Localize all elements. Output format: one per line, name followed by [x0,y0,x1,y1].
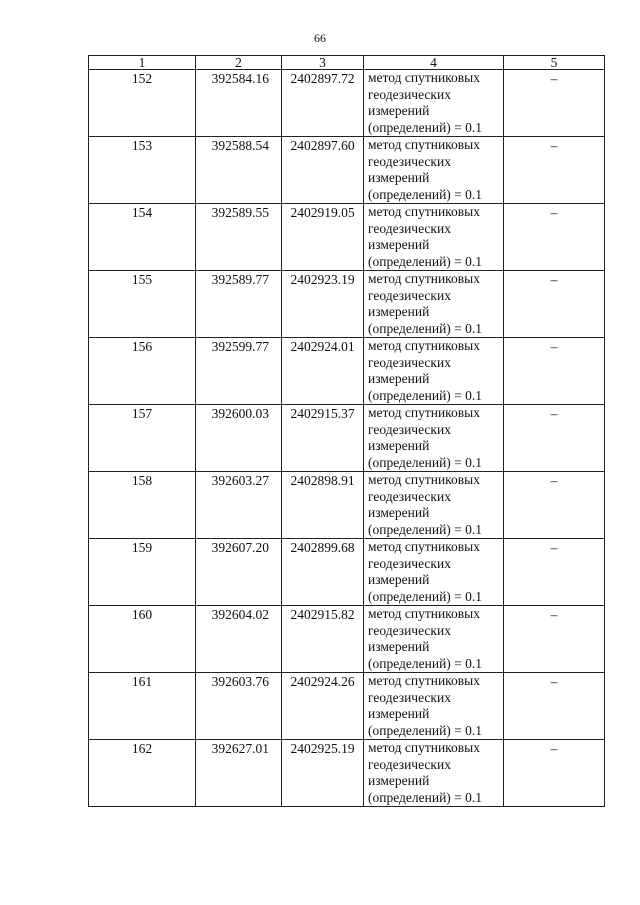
method-cell [364,204,504,271]
method-text-line: (определений) = 0.1 [368,588,483,604]
method-cell [364,405,504,472]
x-coordinate-cell: 392589.77 [196,271,282,338]
table-row [89,539,605,606]
y-coordinate-cell: 2402915.37 [282,405,364,472]
method-text-line: метод спутниковых [368,338,480,353]
point-number-cell: 155 [89,271,196,338]
table-row [89,271,605,338]
method-cell [364,472,504,539]
method-text-line: метод спутниковых [368,740,480,755]
method-cell [364,338,504,405]
method-text-line: (определений) = 0.1 [368,186,483,202]
point-number-cell: 162 [89,740,196,807]
method-text-line: измерений [368,505,430,520]
method-text-line: измерений [368,170,430,185]
method-text-line: геодезических [368,756,451,772]
method-cell [364,539,504,606]
method-text-line: измерений [368,639,430,654]
x-coordinate-cell: 392588.54 [196,137,282,204]
method-text-line: метод спутниковых [368,673,480,688]
method-cell [364,271,504,338]
point-number-cell: 159 [89,539,196,606]
note-cell: – [504,539,605,606]
table-row [89,606,605,673]
point-number-cell: 156 [89,338,196,405]
method-text-line: геодезических [368,622,451,638]
x-coordinate-cell: 392600.03 [196,405,282,472]
page-number: 66 [314,31,326,45]
method-text-line: метод спутниковых [368,204,480,219]
method-cell [364,137,504,204]
y-coordinate-cell: 2402924.26 [282,673,364,740]
method-text-line: метод спутниковых [368,472,480,487]
method-text-line: геодезических [368,555,451,571]
method-text-line: измерений [368,103,430,118]
y-coordinate-cell: 2402897.60 [282,137,364,204]
method-text-line: геодезических [368,689,451,705]
note-cell: – [504,405,605,472]
x-coordinate-cell: 392627.01 [196,740,282,807]
header-col-1: 1 [89,56,196,70]
point-number-cell: 153 [89,137,196,204]
point-number-cell: 152 [89,70,196,137]
coordinates-table [88,55,605,807]
method-text-line: измерений [368,706,430,721]
method-text-line: метод спутниковых [368,271,480,286]
method-text-line: геодезических [368,354,451,370]
method-text-line: измерений [368,237,430,252]
point-number-cell: 160 [89,606,196,673]
table-row [89,137,605,204]
point-number-cell: 154 [89,204,196,271]
table-row [89,740,605,807]
header-col-3: 3 [282,56,364,70]
table-row [89,70,605,137]
note-cell: – [504,70,605,137]
table-row [89,338,605,405]
method-text-line: геодезических [368,86,451,102]
method-text-line: (определений) = 0.1 [368,387,483,403]
method-text-line: геодезических [368,153,451,169]
x-coordinate-cell: 392603.27 [196,472,282,539]
header-col-2: 2 [196,56,282,70]
table-row [89,405,605,472]
point-number-cell: 158 [89,472,196,539]
y-coordinate-cell: 2402925.19 [282,740,364,807]
method-text-line: метод спутниковых [368,539,480,554]
note-cell: – [504,204,605,271]
method-text-line: (определений) = 0.1 [368,253,483,269]
method-cell [364,673,504,740]
x-coordinate-cell: 392589.55 [196,204,282,271]
table-row [89,673,605,740]
x-coordinate-cell: 392604.02 [196,606,282,673]
table-row [89,472,605,539]
method-text-line: измерений [368,438,430,453]
method-text-line: геодезических [368,220,451,236]
method-text-line: (определений) = 0.1 [368,320,483,336]
method-text-line: (определений) = 0.1 [368,789,483,805]
method-text-line: измерений [368,371,430,386]
method-text-line: геодезических [368,287,451,303]
y-coordinate-cell: 2402919.05 [282,204,364,271]
x-coordinate-cell: 392603.76 [196,673,282,740]
y-coordinate-cell: 2402915.82 [282,606,364,673]
method-text-line: геодезических [368,421,451,437]
method-text-line: (определений) = 0.1 [368,722,483,738]
y-coordinate-cell: 2402924.01 [282,338,364,405]
method-text-line: геодезических [368,488,451,504]
method-cell [364,740,504,807]
y-coordinate-cell: 2402898.91 [282,472,364,539]
method-text-line: метод спутниковых [368,606,480,621]
method-text-line: измерений [368,304,430,319]
x-coordinate-cell: 392584.16 [196,70,282,137]
note-cell: – [504,740,605,807]
header-col-5: 5 [504,56,605,70]
point-number-cell: 157 [89,405,196,472]
note-cell: – [504,673,605,740]
method-text-line: (определений) = 0.1 [368,521,483,537]
method-text-line: метод спутниковых [368,137,480,152]
table-header-row [89,56,605,70]
method-text-line: (определений) = 0.1 [368,655,483,671]
note-cell: – [504,338,605,405]
method-text-line: (определений) = 0.1 [368,454,483,470]
method-text-line: (определений) = 0.1 [368,119,483,135]
note-cell: – [504,606,605,673]
method-cell [364,70,504,137]
y-coordinate-cell: 2402899.68 [282,539,364,606]
note-cell: – [504,271,605,338]
method-text-line: измерений [368,773,430,788]
note-cell: – [504,137,605,204]
table-row [89,204,605,271]
note-cell: – [504,472,605,539]
method-text-line: измерений [368,572,430,587]
x-coordinate-cell: 392599.77 [196,338,282,405]
y-coordinate-cell: 2402923.19 [282,271,364,338]
header-col-4: 4 [364,56,504,70]
point-number-cell: 161 [89,673,196,740]
x-coordinate-cell: 392607.20 [196,539,282,606]
method-cell [364,606,504,673]
method-text-line: метод спутниковых [368,405,480,420]
method-text-line: метод спутниковых [368,70,480,85]
y-coordinate-cell: 2402897.72 [282,70,364,137]
